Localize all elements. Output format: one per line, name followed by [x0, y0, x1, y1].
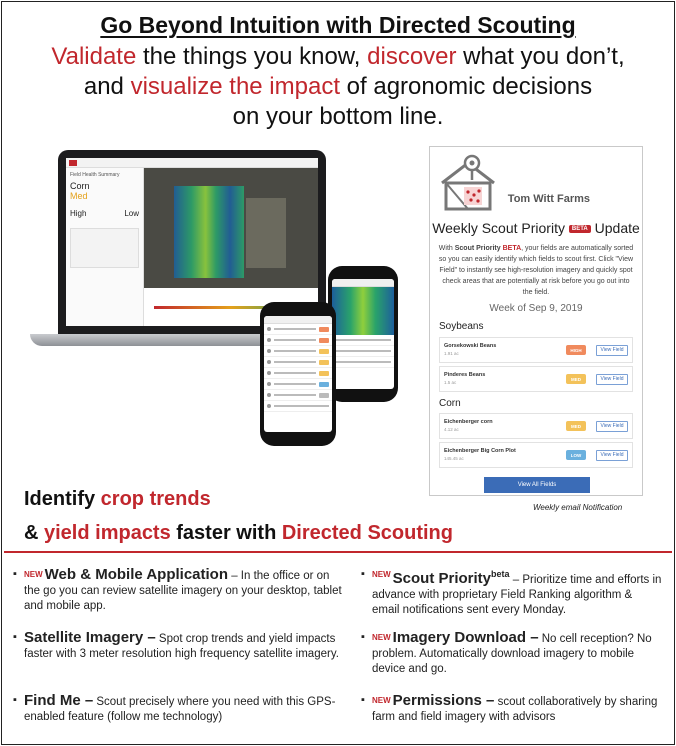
- highlight-validate: Validate: [51, 43, 137, 70]
- health-value: Med: [70, 191, 88, 201]
- field-health-panel: [66, 168, 144, 326]
- phone-mockup-list: [260, 302, 336, 446]
- crop-value: Corn: [70, 181, 90, 191]
- crop-group-soybeans: Soybeans: [439, 321, 484, 332]
- list-item: [264, 379, 332, 390]
- new-tag: NEW: [24, 570, 43, 579]
- bullet-icon: ▪: [361, 631, 365, 643]
- feature-imagery-download: ▪ $^{NEW}$ Imagery Download – No cell reception? No problem. Automatically download imagery to mobile device and go.: [361, 629, 652, 675]
- bullet-icon: ▪: [13, 631, 17, 643]
- view-field-button[interactable]: View Field: [596, 450, 628, 461]
- satellite-map: [144, 168, 318, 288]
- list-item: [264, 357, 332, 368]
- health-range: High Low: [70, 209, 139, 218]
- list-item: [264, 401, 332, 412]
- new-tag: NEW: [372, 696, 391, 705]
- crop-group-corn: Corn: [439, 398, 461, 409]
- new-tag: NEW: [372, 570, 391, 579]
- feature-scout-priority: ▪ $^{NEW}$ Scout Priority$^{beta}$ – Prioritize time and efforts in advance with proprietary Field Ranking algorithm & email notifications sent every Monday.: [361, 568, 662, 616]
- field-row: Pinderes Beans 1.5 ac MED View Field: [439, 366, 633, 392]
- adjacent-field: [246, 198, 286, 268]
- risk-badge: LOW: [566, 450, 586, 460]
- list-item: [264, 324, 332, 335]
- bullet-icon: ▪: [361, 694, 365, 706]
- laptop-screen: [66, 158, 318, 326]
- subtitle-line-1: Validate the things you know, discover what you don’t,: [51, 43, 625, 70]
- headline-subtitle: [0, 42, 676, 132]
- app-logo: [69, 160, 77, 166]
- weekly-email-notification: [429, 146, 643, 496]
- field-row: Eichenberger Big Corn Plot 145.45 ac LOW View Field: [439, 442, 633, 468]
- phone-screen-map: [332, 279, 394, 389]
- mid-headline-line-1: Identify crop trends: [24, 488, 211, 510]
- list-item: [264, 390, 332, 401]
- app-topbar: [66, 158, 318, 168]
- phone-mockup-map: [328, 266, 398, 402]
- section-divider: [4, 551, 672, 553]
- field-ndvi-overlay: [174, 186, 244, 278]
- view-field-button[interactable]: View Field: [596, 374, 628, 385]
- view-all-fields-button[interactable]: View All Fields: [484, 477, 590, 493]
- list-item: [264, 335, 332, 346]
- feature-permissions: ▪ $^{NEW}$ Permissions – scout collaboratively by sharing farm and field imagery with advisors: [361, 692, 658, 723]
- risk-badge: MED: [566, 374, 586, 384]
- risk-badge: MED: [566, 421, 586, 431]
- bullet-icon: ▪: [13, 568, 17, 580]
- feature-find-me: ▪ Find Me – Scout precisely where you need with this GPS-enabled feature (follow me technology): [13, 692, 336, 723]
- field-health-title: Field Health Summary: [70, 172, 120, 178]
- bullet-icon: ▪: [361, 568, 365, 580]
- highlight-visualize: visualize the impact: [130, 73, 340, 100]
- new-tag: NEW: [372, 633, 391, 642]
- field-row: Gorsekowski Beans 1.91 ac HIGH View Field: [439, 337, 633, 363]
- week-label: Week of Sep 9, 2019: [489, 303, 583, 314]
- email-caption: Weekly email Notification: [533, 503, 623, 512]
- highlight-discover: discover: [367, 43, 457, 70]
- mid-headline-line-2: & yield impacts faster with Directed Scouting: [24, 522, 453, 544]
- email-body: With Scout Priority BETA, your fields are automatically sorted so you can easily identify which fields to scout first. Click "View Field" to instantly see high-resolution imagery and quickly spot check areas that are potentially at risk before you go out into the field.: [438, 245, 634, 296]
- bullet-icon: ▪: [13, 694, 17, 706]
- page-title: Go Beyond Intuition with Directed Scouting: [100, 12, 576, 38]
- farm-name: Tom Witt Farms: [507, 193, 590, 205]
- field-row: Eichenberger corn 4.12 ac MED View Field: [439, 413, 633, 439]
- phone-field-imagery: [332, 287, 394, 335]
- subtitle-line-2: and visualize the impact of agronomic decisions: [83, 73, 593, 100]
- feature-satellite-imagery: ▪ Satellite Imagery – Spot crop trends and yield impacts faster with 3 meter resolution high frequency satellite imagery.: [13, 629, 339, 660]
- email-heading: Weekly Scout Priority BETA Update: [432, 220, 640, 236]
- risk-badge: HIGH: [566, 345, 586, 355]
- phone-screen-list: [264, 316, 332, 432]
- subtitle-line-3: on your bottom line.: [232, 103, 444, 130]
- view-field-button[interactable]: View Field: [596, 421, 628, 432]
- view-field-button[interactable]: View Field: [596, 345, 628, 356]
- beta-badge: BETA: [569, 225, 591, 233]
- list-item: [264, 346, 332, 357]
- feature-web-mobile: ▪ $^{NEW}$ Web & Mobile Application – In the office or on the go you can review satellite imagery on your desktop, tablet and mobile app.: [13, 566, 342, 612]
- list-item: [264, 368, 332, 379]
- notes-box: [70, 228, 139, 268]
